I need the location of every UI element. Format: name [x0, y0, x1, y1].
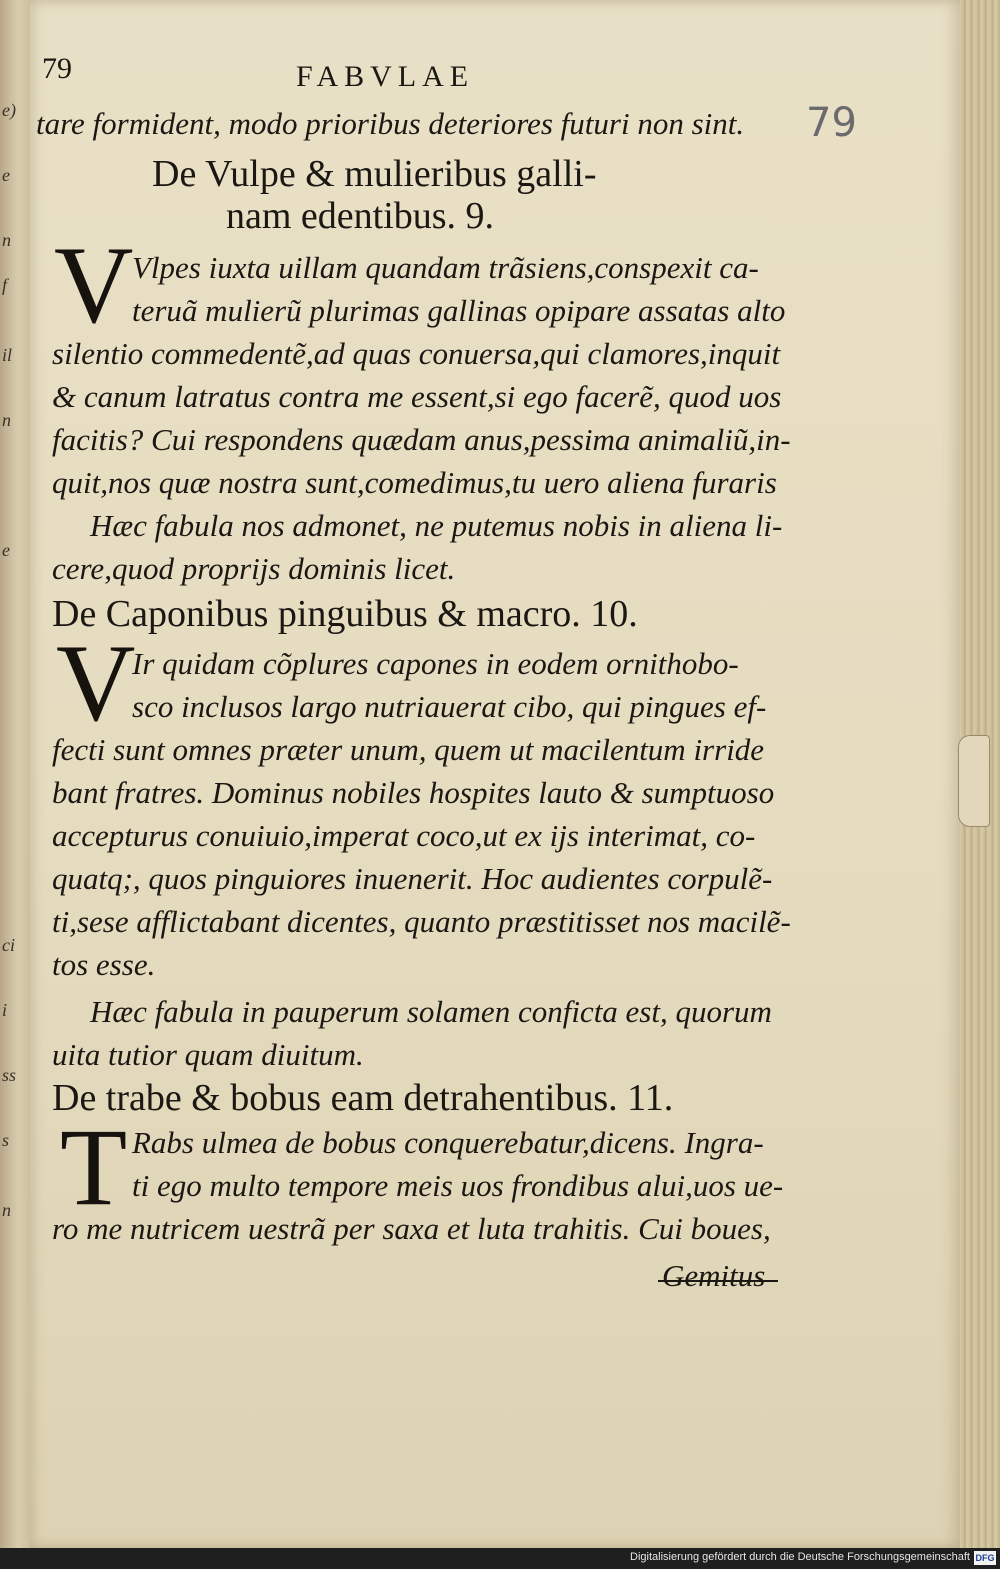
text-line: accepturus conuiuio,imperat coco,ut ex ijs interimat, co- [52, 818, 756, 853]
running-head: FABVLAE [296, 60, 475, 93]
adjacent-page-fragment: e [2, 540, 10, 560]
text-line: teruã mulierũ plurimas gallinas opipare assatas alto [132, 293, 786, 328]
text-line: ti ego multo tempore meis uos frondibus alui,uos ue- [132, 1168, 784, 1203]
adjacent-page-fragment: ci [2, 935, 15, 955]
fable-heading: De Vulpe & mulieribus galli- [152, 153, 597, 195]
text-line: ro me nutricem uestrã per saxa et luta trahitis. Cui boues, [52, 1211, 771, 1246]
text-line: tare formident, modo prioribus deteriores futuri non sint. [36, 106, 745, 141]
adjacent-page-fragment: n [2, 1200, 11, 1220]
moral-line: Hæc fabula in pauperum solamen conficta est, quorum [90, 994, 772, 1029]
book-page [30, 0, 962, 1548]
page-number: 79 [42, 52, 72, 85]
text-line: & canum latratus contra me essent,si ego facerẽ, quod uos [52, 379, 782, 414]
drop-cap: V [56, 622, 136, 744]
text-line: quatq;, quos pinguiores inuenerit. Hoc audientes corpulẽ- [52, 861, 773, 896]
adjacent-page-fragment: ss [2, 1065, 17, 1085]
dfg-logo: DFG [975, 1553, 995, 1563]
adjacent-page-fragment: e [2, 165, 10, 185]
text-line: bant fratres. Dominus nobiles hospites lauto & sumptuoso [52, 775, 775, 810]
text-line: Rabs ulmea de bobus conquerebatur,dicens. Ingra- [132, 1125, 764, 1160]
drop-cap: V [54, 224, 134, 346]
adjacent-page-fragment: e) [2, 100, 16, 120]
fable-heading: nam edentibus. 9. [226, 195, 495, 237]
adjacent-page-fragment: f [2, 275, 8, 295]
fable-heading: De Caponibus pinguibus & macro. 10. [52, 593, 638, 635]
footer-bar [0, 1548, 1000, 1569]
adjacent-page-fragment: n [2, 410, 11, 430]
text-line: fecti sunt omnes præter unum, quem ut macilentum irride [52, 732, 765, 767]
adjacent-page-fragment: n [2, 230, 11, 250]
adjacent-page-strip [0, 0, 30, 1569]
moral-line: Hæc fabula nos admonet, ne putemus nobis in aliena li- [90, 508, 783, 543]
handwritten-page-number: 79 [806, 100, 857, 146]
text-line: sco inclusos largo nutriauerat cibo, qui pingues ef- [132, 689, 767, 724]
text-line: silentio commedentẽ,ad quas conuersa,qui clamores,inquit [52, 336, 781, 371]
text-line: tos esse. [52, 947, 156, 982]
adjacent-page-fragment: il [2, 345, 13, 365]
drop-cap: T [60, 1106, 128, 1228]
text-line: Vlpes iuxta uillam quandam trãsiens,conspexit ca- [132, 250, 759, 285]
adjacent-page-fragment: i [2, 1000, 8, 1020]
text-line: ti,sese afflictabant dicentes, quanto præstitisset nos macilẽ- [52, 904, 791, 939]
moral-line: cere,quod proprijs dominis licet. [52, 551, 456, 586]
text-line: Ir quidam cõplures capones in eodem ornithobo- [132, 646, 739, 681]
text-line: facitis? Cui respondens quædam anus,pessima animaliũ,in- [52, 422, 791, 457]
moral-line: uita tutior quam diuitum. [52, 1037, 364, 1072]
page-clip [958, 735, 990, 827]
text-line: quit,nos quæ nostra sunt,comedimus,tu uero aliena furaris [52, 465, 777, 500]
adjacent-page-fragment: s [2, 1130, 10, 1150]
catchword-underline [658, 1280, 778, 1283]
catchword: Gemitus [662, 1258, 766, 1293]
funding-credit: Digitalisierung gefördert durch die Deutsche Forschungsgemeinschaft [630, 1551, 970, 1563]
fable-heading: De trabe & bobus eam detrahentibus. 11. [52, 1077, 674, 1119]
